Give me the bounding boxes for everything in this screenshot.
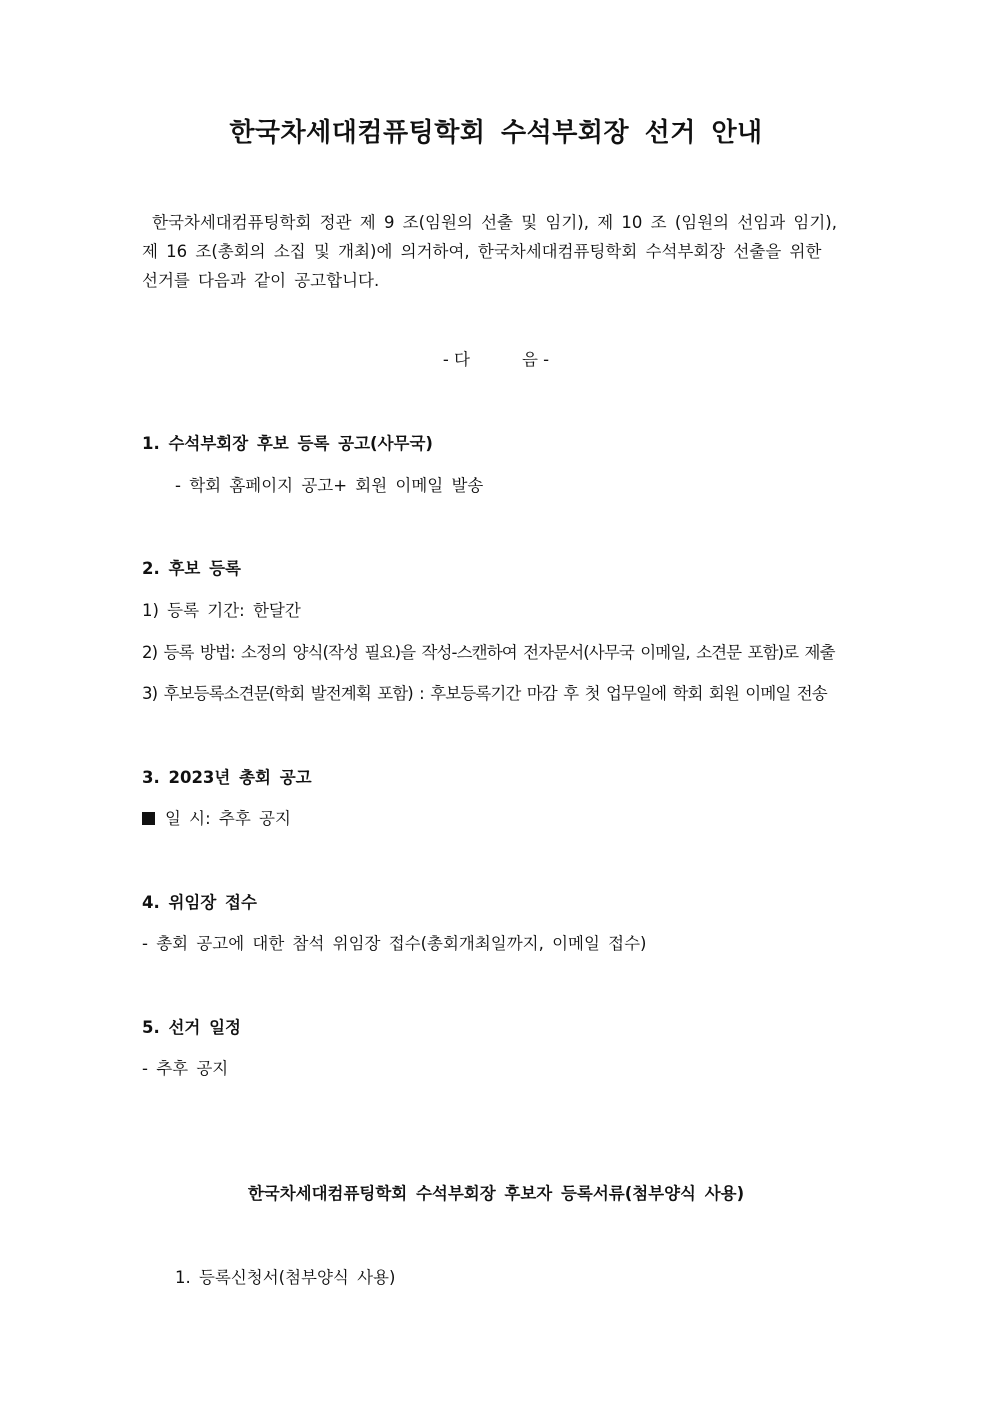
daeum-left: - 다 xyxy=(442,350,470,369)
documents-title: 한국차세대컴퓨팅학회 수석부회장 후보자 등록서류(첨부양식 사용) xyxy=(247,1184,745,1203)
section-5-item: - 추후 공지 xyxy=(142,1059,229,1078)
intro-paragraph xyxy=(142,208,852,295)
section-3-item xyxy=(142,805,291,829)
document-title: 한국차세대컴퓨팅학회 수석부회장 선거 안내 xyxy=(229,118,763,148)
daeum-heading xyxy=(0,346,992,370)
section-5-heading: 5. 선거 일정 xyxy=(142,1018,241,1037)
section-2-item: 2) 등록 방법: 소정의 양식(작성 필요)을 작성-스캔하여 전자문서(사무국 이메일, 소견문 포함)로 제출 xyxy=(142,643,835,662)
section-4-item: - 총회 공고에 대한 참석 위임장 접수(총회개최일까지, 이메일 접수) xyxy=(142,934,647,953)
daeum-right: 음 - xyxy=(522,350,550,369)
intro-line: 선거를 다음과 같이 공고합니다. xyxy=(142,271,380,290)
black-square-bullet-icon xyxy=(142,812,155,825)
section-1-item: - 학회 홈페이지 공고+ 회원 이메일 발송 xyxy=(175,476,484,495)
intro-line: 제 16 조(총회의 소집 및 개최)에 의거하여, 한국차세대컴퓨팅학회 수석부회장 선출을 위한 xyxy=(142,242,822,261)
section-2-item: 3) 후보등록소견문(학회 발전계획 포함) : 후보등록기간 마감 후 첫 업무일에 학회 회원 이메일 전송 xyxy=(142,684,827,703)
section-1-heading: 1. 수석부회장 후보 등록 공고(사무국) xyxy=(142,434,433,453)
section-3-item-text: 일 시: 추후 공지 xyxy=(165,809,291,828)
section-3-heading: 3. 2023년 총회 공고 xyxy=(142,768,312,787)
documents-item: 1. 등록신청서(첨부양식 사용) xyxy=(175,1268,396,1287)
section-2-heading: 2. 후보 등록 xyxy=(142,559,241,578)
section-2-item: 1) 등록 기간: 한달간 xyxy=(142,601,301,620)
intro-line: 한국차세대컴퓨팅학회 정관 제 9 조(임원의 선출 및 임기), 제 10 조 (임원의 선임과 임기), xyxy=(152,213,837,232)
section-4-heading: 4. 위임장 접수 xyxy=(142,893,257,912)
